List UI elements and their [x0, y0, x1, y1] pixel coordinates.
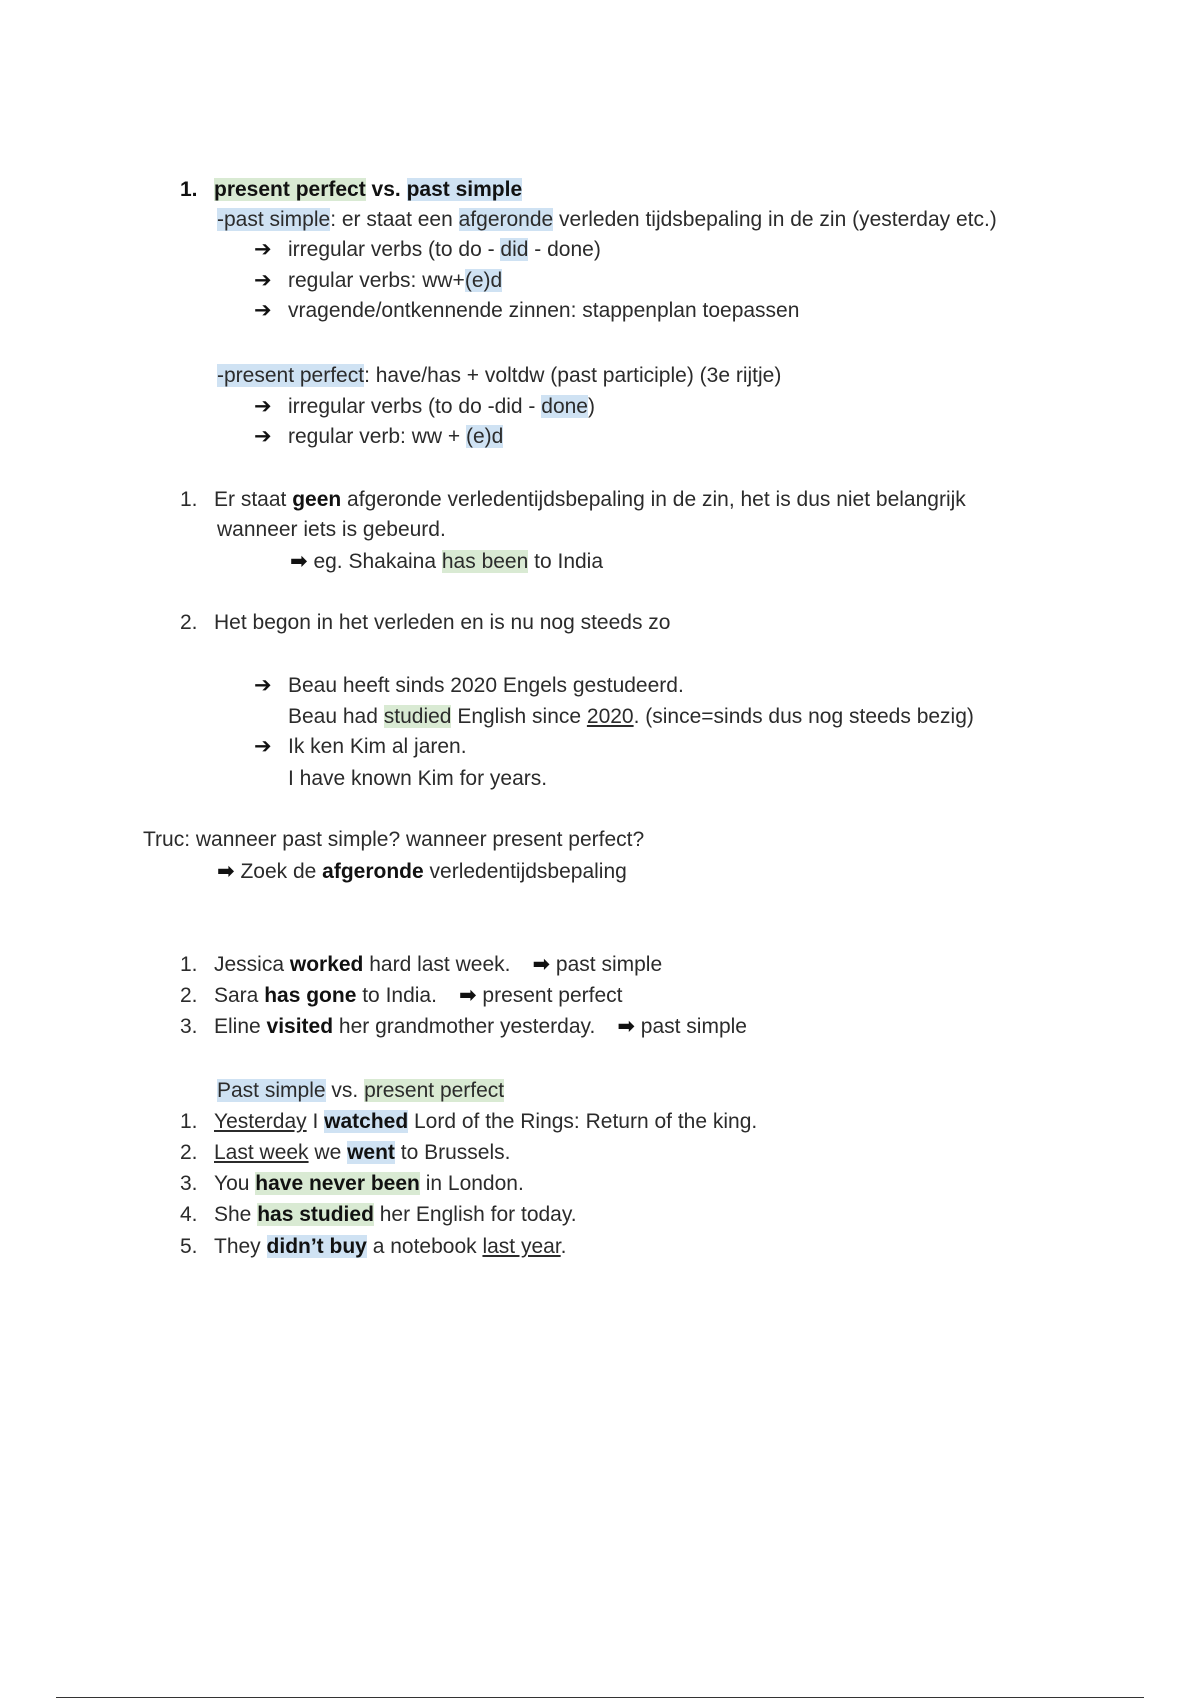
verb-highlight: watched [324, 1110, 409, 1133]
year-underline: 2020 [586, 705, 634, 728]
title-vs: vs. [325, 1079, 365, 1102]
verb-highlight: didn’t buy [266, 1235, 367, 1258]
verb-bold: visited [266, 1015, 334, 1038]
item-text: a notebook [366, 1235, 483, 1258]
item-number: 4. [180, 1203, 198, 1226]
rule-text: Er staat [214, 488, 293, 511]
trick-text: Zoek de [234, 860, 323, 883]
arrow-icon: ➔ [254, 238, 272, 261]
arrow-right-icon: ➡ [290, 550, 308, 573]
list-item [254, 423, 503, 451]
item-text: Eline [214, 1015, 267, 1038]
rule-bold: geen [292, 488, 342, 511]
past-simple-highlight: Past simple [217, 1079, 326, 1102]
arrow-right-icon: ➡ [458, 984, 477, 1007]
list-item [254, 297, 799, 325]
rule-text-rest: afgeronde verledentijdsbepaling in de zin, het is dus niet belangrijk [341, 488, 966, 511]
example-text-rest: to India [528, 550, 604, 573]
item-number: 3. [180, 1015, 198, 1038]
arrow-icon: ➔ [254, 269, 272, 292]
item-text-rest: Lord of the Rings: Return of the king. [408, 1110, 758, 1133]
rule-1-example [290, 548, 603, 576]
did-highlight: did [500, 238, 529, 261]
time-underline: last year [482, 1235, 561, 1258]
item-text: we [308, 1141, 348, 1164]
item-text: Beau heeft sinds 2020 Engels gestudeerd. [288, 674, 684, 697]
rule-1 [180, 486, 966, 514]
page-bottom-rule [56, 1697, 1144, 1698]
item-number: 5. [180, 1235, 198, 1258]
ed-highlight: (e)d [466, 425, 504, 448]
done-highlight: done [541, 395, 588, 418]
item-text-rest: her grandmother yesterday. [333, 1015, 596, 1038]
arrow-icon: ➔ [254, 674, 272, 697]
list-item [180, 1139, 510, 1167]
item-text-rest: ) [587, 395, 595, 418]
item-number: 2. [180, 1141, 198, 1164]
heading-present-perfect: present perfect [214, 178, 366, 201]
list-item [180, 1233, 567, 1261]
example-translation [288, 703, 974, 731]
list-item [180, 1170, 524, 1198]
heading-past-simple: past simple [406, 178, 523, 201]
present-perfect-intro [217, 362, 781, 390]
list-item [180, 1013, 747, 1041]
item-number: 1. [180, 953, 198, 976]
list-item [180, 951, 662, 979]
heading-number: 1. [180, 178, 198, 201]
list-item [254, 733, 467, 761]
example-text: Beau had [288, 705, 384, 728]
verb-highlight: has studied [257, 1203, 374, 1226]
studied-highlight: studied [383, 705, 452, 728]
item-text-rest: . [560, 1235, 567, 1258]
item-text: vragende/ontkennende zinnen: stappenplan toepassen [288, 299, 800, 322]
time-underline: Yesterday [214, 1110, 307, 1133]
item-number: 3. [180, 1172, 198, 1195]
example-translation: I have known Kim for years. [288, 767, 548, 790]
item-text: Sara [214, 984, 265, 1007]
list-item [254, 267, 502, 295]
rule-number: 2. [180, 611, 198, 634]
trick-question: Truc: wanneer past simple? wanneer present perfect? [143, 828, 645, 851]
tense-result: past simple [555, 953, 663, 976]
trick-bold: afgeronde [322, 860, 424, 883]
item-text-rest: to Brussels. [394, 1141, 511, 1164]
list-item [254, 393, 595, 421]
heading-vs: vs. [365, 178, 407, 201]
list-item [180, 1108, 757, 1136]
arrow-icon: ➔ [254, 299, 272, 322]
intro-text-rest: verleden tijdsbepaling in de zin (yesterday etc.) [553, 208, 997, 231]
arrow-icon: ➔ [254, 425, 272, 448]
intro-text: : have/has + voltdw (past participle) (3e rijtje) [364, 364, 782, 387]
example-text-rest: . (since=sinds dus nog steeds bezig) [633, 705, 974, 728]
item-text-rest: hard last week. [363, 953, 511, 976]
arrow-right-icon: ➡ [617, 1015, 635, 1038]
example-text: eg. Shakaina [307, 550, 442, 573]
has-been-highlight: has been [441, 550, 529, 573]
trick-text-rest: verledentijdsbepaling [423, 860, 627, 883]
item-text-rest: her English for today. [373, 1203, 577, 1226]
item-text: regular verbs: ww+ [288, 269, 465, 292]
item-text: She [214, 1203, 258, 1226]
ed-highlight: (e)d [464, 269, 503, 292]
rule-text: Het begon in het verleden en is nu nog steeds zo [214, 611, 671, 634]
present-perfect-highlight: present perfect [364, 1079, 505, 1102]
item-text: irregular verbs (to do - [288, 238, 501, 261]
item-text: They [214, 1235, 267, 1258]
section-heading [180, 176, 522, 204]
trick-answer [217, 858, 627, 886]
item-text: Ik ken Kim al jaren. [288, 735, 467, 758]
item-text: You [214, 1172, 256, 1195]
past-simple-label: -past simple [217, 208, 331, 231]
verb-bold: worked [289, 953, 364, 976]
rule-number: 1. [180, 488, 198, 511]
item-text-rest: to India. [356, 984, 437, 1007]
item-number: 2. [180, 984, 198, 1007]
arrow-right-icon: ➡ [532, 953, 551, 976]
tense-result: past simple [640, 1015, 747, 1038]
exercise-title [217, 1077, 504, 1105]
item-text-rest: in London. [419, 1172, 524, 1195]
list-item [254, 672, 684, 700]
arrow-right-icon: ➡ [217, 860, 235, 883]
intro-text: : er staat een [330, 208, 459, 231]
present-perfect-label: -present perfect [217, 364, 365, 387]
rule-1-line2: wanneer iets is gebeurd. [217, 518, 446, 541]
arrow-icon: ➔ [254, 735, 272, 758]
item-text-rest: - done) [528, 238, 601, 261]
verb-bold: has gone [264, 984, 357, 1007]
item-text: Jessica [214, 953, 290, 976]
item-text: I [306, 1110, 325, 1133]
list-item [254, 236, 601, 264]
tense-result: present perfect [482, 984, 623, 1007]
example-text: English since [451, 705, 587, 728]
item-number: 1. [180, 1110, 198, 1133]
item-text: regular verb: ww + [288, 425, 466, 448]
list-item [180, 1201, 577, 1229]
afgeronde-highlight: afgeronde [458, 208, 554, 231]
verb-highlight: went [347, 1141, 395, 1164]
verb-highlight: have never been [255, 1172, 420, 1195]
rule-2 [180, 609, 670, 637]
item-text: irregular verbs (to do -did - [288, 395, 542, 418]
time-underline: Last week [214, 1141, 309, 1164]
list-item [180, 982, 623, 1010]
arrow-icon: ➔ [254, 395, 272, 418]
past-simple-intro [217, 206, 997, 234]
